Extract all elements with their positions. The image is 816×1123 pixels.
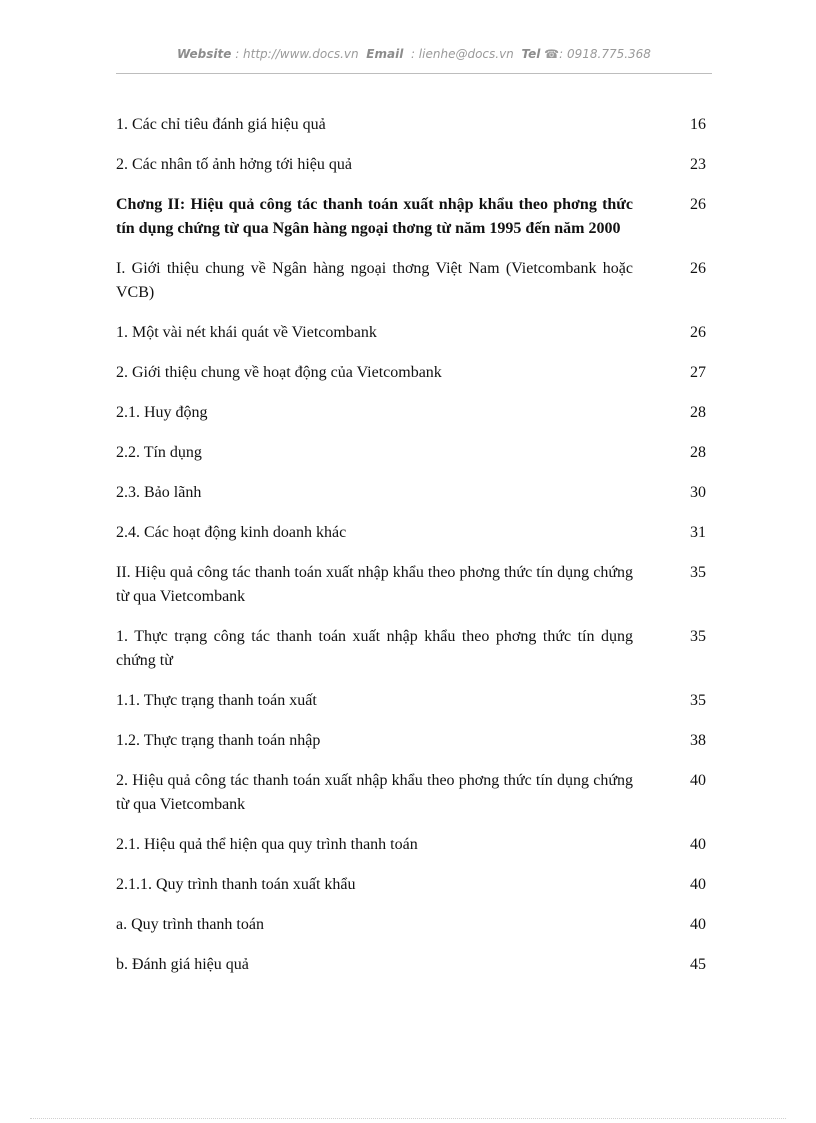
toc-entry-title: 2.1. Hiệu quả thể hiện qua quy trình thanh toán [116, 836, 418, 853]
toc-entry-page: 16 [690, 116, 706, 133]
toc-entry-page: 40 [690, 772, 706, 789]
toc-entry [116, 561, 706, 609]
email-value[interactable]: : lienhe@docs.vn [410, 47, 514, 61]
toc-chapter-entry [116, 193, 706, 241]
toc-entry-page: 31 [690, 524, 706, 541]
toc-entry [116, 521, 706, 545]
toc-entry-title: 2.1.1. Quy trình thanh toán xuất khẩu [116, 876, 356, 893]
toc-entry [116, 913, 706, 937]
toc-entry [116, 321, 706, 345]
toc-entry-page: 28 [690, 404, 706, 421]
toc-entry [116, 401, 706, 425]
toc-entry-title: Chơng II: Hiệu quả công tác thanh toán xuất nhập khẩu theo phơng thức tín dụng chứng từ qua Ngân hàng ngoại thơng từ năm 1995 đến năm 2000 [116, 196, 633, 237]
toc-entry [116, 441, 706, 465]
toc-entry-title: a. Quy trình thanh toán [116, 916, 264, 933]
tel-value: : 0918.775.368 [559, 47, 651, 61]
toc-entry-title: 2.3. Bảo lãnh [116, 484, 202, 501]
toc-entry-page: 40 [690, 836, 706, 853]
toc-entry-page: 27 [690, 364, 706, 381]
toc-entry-page: 40 [690, 876, 706, 893]
toc-entry-title: b. Đánh giá hiệu quả [116, 956, 249, 973]
toc-entry-title: 1.2. Thực trạng thanh toán nhập [116, 732, 321, 749]
toc-entry-page: 23 [690, 156, 706, 173]
toc-entry-title: 2. Giới thiệu chung về hoạt động của Vietcombank [116, 364, 442, 381]
toc-entry-page: 35 [690, 692, 706, 709]
toc-entry-title: 1. Các chỉ tiêu đánh giá hiệu quả [116, 116, 326, 133]
toc-entry-title: 1.1. Thực trạng thanh toán xuất [116, 692, 317, 709]
toc-entry-title: 2. Hiệu quả công tác thanh toán xuất nhập khẩu theo phơng thức tín dụng chứng từ qua Vietcombank [116, 772, 633, 813]
toc-entry-title: 2. Các nhân tố ảnh hởng tới hiệu quả [116, 156, 352, 173]
toc-entry-page: 26 [690, 260, 706, 277]
toc-entry-title: 1. Thực trạng công tác thanh toán xuất nhập khẩu theo phơng thức tín dụng chứng từ [116, 628, 633, 669]
toc-entry [116, 153, 706, 177]
phone-icon: ☎ [544, 47, 560, 61]
table-of-contents [116, 113, 706, 993]
footer-divider [30, 1118, 786, 1119]
page-header [116, 47, 712, 61]
toc-entry-page: 26 [690, 324, 706, 341]
toc-entry-page: 35 [690, 628, 706, 645]
toc-entry-page: 26 [690, 196, 706, 213]
toc-entry-title: 2.4. Các hoạt động kinh doanh khác [116, 524, 347, 541]
toc-entry-page: 35 [690, 564, 706, 581]
toc-entry-page: 40 [690, 916, 706, 933]
website-label: Website [177, 47, 232, 61]
toc-entry [116, 729, 706, 753]
email-label: Email [366, 47, 404, 61]
tel-label: Tel [521, 47, 541, 61]
header-divider [116, 73, 712, 74]
toc-entry-title: 1. Một vài nét khái quát về Vietcombank [116, 324, 377, 341]
toc-entry-page: 45 [690, 956, 706, 973]
toc-entry-title: 2.2. Tín dụng [116, 444, 202, 461]
toc-entry [116, 689, 706, 713]
toc-entry-page: 38 [690, 732, 706, 749]
toc-entry-page: 28 [690, 444, 706, 461]
toc-entry [116, 625, 706, 673]
website-value[interactable]: : http://www.docs.vn [235, 47, 359, 61]
toc-entry [116, 833, 706, 857]
toc-entry [116, 361, 706, 385]
toc-entry [116, 113, 706, 137]
toc-entry [116, 769, 706, 817]
toc-entry-title: 2.1. Huy động [116, 404, 208, 421]
toc-entry-title: I. Giới thiệu chung về Ngân hàng ngoại thơng Việt Nam (Vietcombank hoặc VCB) [116, 260, 633, 301]
toc-entry [116, 257, 706, 305]
toc-entry [116, 953, 706, 977]
toc-entry-page: 30 [690, 484, 706, 501]
toc-entry [116, 481, 706, 505]
toc-entry [116, 873, 706, 897]
toc-entry-title: II. Hiệu quả công tác thanh toán xuất nhập khẩu theo phơng thức tín dụng chứng từ qua Vietcombank [116, 564, 633, 605]
